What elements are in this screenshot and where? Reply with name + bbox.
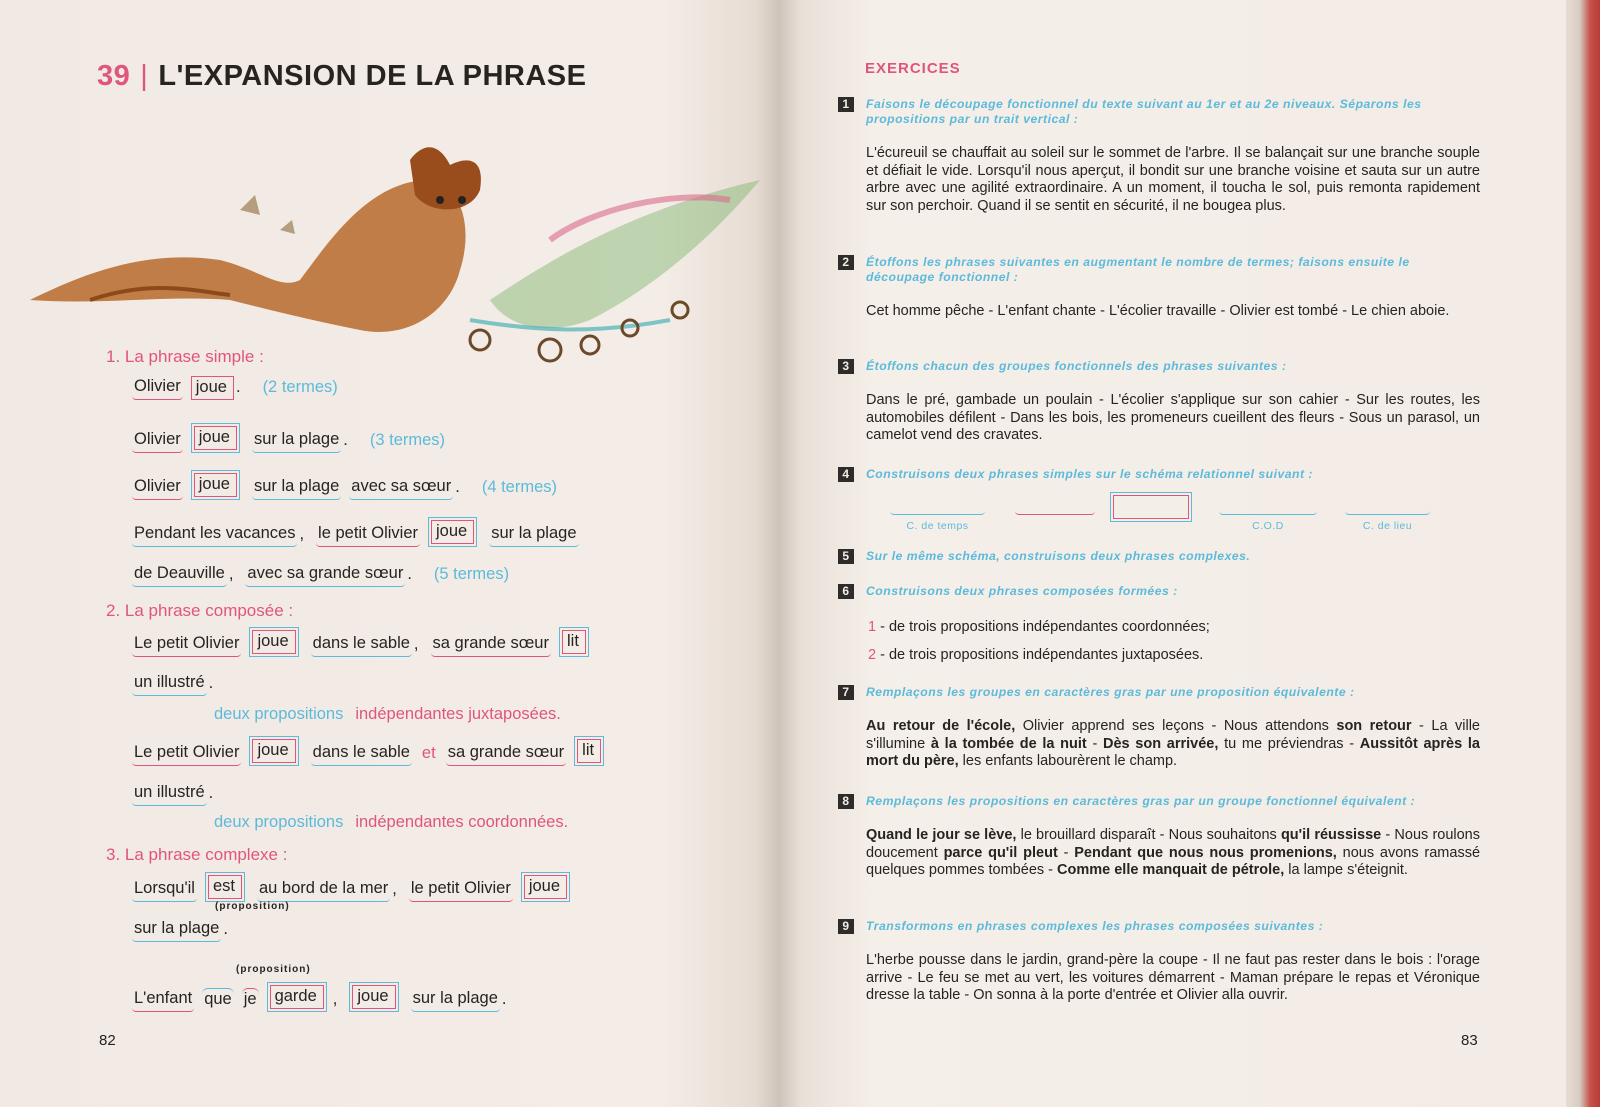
exercise-6 xyxy=(838,584,1480,669)
exercise-text xyxy=(866,145,1480,215)
term-count-note: (4 termes) xyxy=(481,478,558,496)
bold-phrase: à la tombée de la nuit xyxy=(930,735,1087,752)
exercise-number-badge: 9 xyxy=(838,919,854,934)
place-complement-slot xyxy=(1345,506,1430,515)
example-line xyxy=(132,736,616,766)
punctuation: . xyxy=(455,478,460,496)
exercise-number-badge: 2 xyxy=(838,255,854,270)
complement-group: sur la plage xyxy=(252,477,341,500)
instruction-text: Sur le même schéma, construisons deux phrases complexes. xyxy=(866,549,1251,563)
section-heading-complex: 3. La phrase complexe : xyxy=(106,845,288,864)
bold-phrase: Au retour de l'école, xyxy=(866,718,1016,734)
complement-group: de Deauville xyxy=(132,564,227,587)
example-line xyxy=(132,423,455,453)
text-segment: - xyxy=(1057,844,1075,861)
item-text: - de trois propositions indépendantes coordonnées; xyxy=(876,619,1210,635)
text-segment: - xyxy=(1086,735,1103,752)
proposition-label: (proposition) xyxy=(215,901,290,912)
complement-group: au bord de la mer xyxy=(257,879,390,902)
verb-text: est xyxy=(208,875,242,899)
exercise-9 xyxy=(838,919,1480,1005)
exercise-number-badge: 1 xyxy=(838,97,854,112)
item-number: 1 xyxy=(868,619,877,635)
term-count-note: (3 termes) xyxy=(369,431,446,449)
example-line xyxy=(132,627,601,657)
subject-group: L'enfant xyxy=(132,989,194,1012)
bold-phrase: Quand le jour se lève, xyxy=(866,827,1017,843)
chapter-title xyxy=(97,60,586,93)
verb-text: garde xyxy=(270,985,324,1009)
verb-slot-inner xyxy=(1113,495,1189,519)
exercise-instruction xyxy=(838,549,1480,564)
subject-pronoun: je xyxy=(242,988,259,1012)
subject-group: sa grande sœur xyxy=(431,634,551,657)
verb-text: joue xyxy=(194,473,237,497)
exercise-4 xyxy=(838,467,1480,540)
exercise-number-badge: 8 xyxy=(838,794,854,809)
exercise-3 xyxy=(838,359,1480,445)
punctuation: . xyxy=(223,920,228,938)
verb-box xyxy=(428,517,477,547)
verb-box xyxy=(191,470,240,500)
complement-group: avec sa sœur xyxy=(349,477,453,500)
verb-text: joue xyxy=(252,739,295,763)
subject-group: Olivier xyxy=(132,377,183,400)
subject-group: le petit Olivier xyxy=(316,524,420,547)
punctuation: . xyxy=(343,431,348,449)
exercise-number-badge: 4 xyxy=(838,467,854,482)
bold-phrase: parce qu'il pleut xyxy=(943,844,1058,861)
verb-box xyxy=(205,872,245,902)
text-segment: nous avons ramassé quelques pommes tombées - xyxy=(866,844,1481,878)
exercise-number-badge: 3 xyxy=(838,359,854,374)
item-text: - de trois propositions indépendantes juxtaposées. xyxy=(876,647,1204,663)
exercise-text xyxy=(866,718,1480,771)
exercise-instruction xyxy=(838,97,1480,127)
chapter-title-text: L'EXPANSION DE LA PHRASE xyxy=(158,60,587,92)
verb-box xyxy=(559,627,589,657)
exercise-text xyxy=(866,392,1480,445)
example-line xyxy=(132,872,582,902)
punctuation: , xyxy=(228,565,234,583)
exercise-instruction xyxy=(838,794,1480,809)
example-line xyxy=(132,783,225,806)
relative-pronoun: que xyxy=(202,988,234,1012)
cod-slot xyxy=(1219,506,1317,515)
text-segment: Olivier apprend ses leçons - Nous attendons xyxy=(1015,718,1337,734)
complement-group: Lorsqu'il xyxy=(132,879,197,902)
bold-phrase: son retour xyxy=(1336,718,1412,734)
text-segment: Dans le pré, gambade un poulain - L'écolier s'applique sur son cahier - Sur les routes, les automobiles défilent - Dans les bois, les promeneurs cueillent des fleurs - Sous un parasol, un camelot vend des cravates. xyxy=(866,392,1480,443)
left-page xyxy=(0,0,778,1107)
punctuation: , xyxy=(392,880,397,898)
bold-phrase: Comme elle manquait de pétrole, xyxy=(1057,862,1285,878)
exercise-instruction xyxy=(838,584,1480,599)
instruction-text: Faisons le découpage fonctionnel du texte suivant au 1er et au 2e niveaux. Séparons les propositions par un trait vertical : xyxy=(866,97,1422,126)
bold-phrase: Dès son arrivée, xyxy=(1103,735,1219,752)
example-line xyxy=(132,517,587,547)
verb-text: lit xyxy=(562,630,586,654)
instruction-text: Transformons en phrases complexes les phrases composées suivantes : xyxy=(866,919,1324,933)
blue-text: deux propositions xyxy=(214,705,344,723)
exercise-text xyxy=(866,303,1480,321)
verb-box xyxy=(521,872,570,902)
complement-group: sur la plage xyxy=(489,524,578,547)
text-segment: les enfants labourèrent le champ. xyxy=(958,753,1178,769)
instruction-text: Remplaçons les groupes en caractères gras par une proposition équivalente : xyxy=(866,685,1355,699)
subject-group: Olivier xyxy=(132,477,183,500)
instruction-text: Construisons deux phrases simples sur le schéma relationnel suivant : xyxy=(866,467,1313,481)
exercise-instruction xyxy=(838,685,1480,700)
subject-group: sa grande sœur xyxy=(446,743,566,766)
exercises-heading: EXERCICES xyxy=(865,60,961,77)
blue-text: deux propositions xyxy=(214,813,344,831)
verb-text: joue xyxy=(252,630,295,654)
instruction-text: Construisons deux phrases composées formées : xyxy=(866,584,1178,598)
exercise-text xyxy=(866,952,1480,1005)
page-number: 82 xyxy=(99,1032,116,1049)
complement-group: sur la plage xyxy=(411,989,500,1012)
exercise-2 xyxy=(838,255,1480,321)
punctuation: . xyxy=(501,990,507,1008)
example-line xyxy=(132,564,519,587)
text-segment: la lampe s'éteignit. xyxy=(1284,862,1408,878)
punctuation: . xyxy=(208,674,214,692)
example-line xyxy=(212,705,571,727)
complement-group: dans le sable xyxy=(311,634,412,657)
punctuation: , xyxy=(413,635,419,653)
exercise-instruction xyxy=(838,359,1480,374)
verb-box xyxy=(574,736,604,766)
term-count-note: (2 termes) xyxy=(262,378,338,396)
example-line xyxy=(132,982,518,1012)
verb-text: joue xyxy=(352,985,395,1009)
bold-phrase: qu'il réussisse xyxy=(1280,827,1382,843)
chapter-number: 39 xyxy=(97,60,131,92)
exercise-number-badge: 7 xyxy=(838,685,854,700)
exercise-number-badge: 6 xyxy=(838,584,854,599)
text-segment: - La ville s'illumine xyxy=(866,718,1480,752)
text-segment: L'herbe pousse dans le jardin, grand-père la coupe - Il ne faut pas rester dans le bois : l'orage arrive - Le feu se met au vert, les voitures démarrent - Maman prépare le repas et Véronique dresse la table - On sonna à la porte d'entrée et Olivier alla ouvrir. xyxy=(866,952,1480,1003)
complement-group: dans le sable xyxy=(311,743,412,766)
punctuation: . xyxy=(407,565,412,583)
bold-phrase: Pendant que nous nous promenions, xyxy=(1074,844,1337,861)
exercise-instruction xyxy=(838,919,1480,934)
exercise-5 xyxy=(838,549,1480,564)
red-text: et xyxy=(421,744,436,762)
complement-group: Pendant les vacances xyxy=(132,524,297,547)
text-segment: L'écureuil se chauffait au soleil sur le sommet de l'arbre. Il se balançait sur une branche souple et défiait le vide. Lorsqu'il nous aperçut, il bondit sur une branche voisine et sauta sur un autre arbre avec une agilité extraordinaire. A un moment, il toucha le sol, puis remonta rapidement sur son perchoir. Quand il se sentit en sécurité, il ne bougea plus. xyxy=(866,145,1480,214)
exercise-items xyxy=(838,613,1480,669)
complement-group: sur la plage xyxy=(132,919,221,942)
punctuation: . xyxy=(208,784,214,802)
subject-group: Olivier xyxy=(132,430,183,453)
example-line xyxy=(132,673,225,696)
complement-group: un illustré xyxy=(132,783,207,806)
verb-text: joue xyxy=(194,426,237,450)
complement-group: sur la plage xyxy=(252,430,341,453)
punctuation: . xyxy=(235,378,241,396)
subject-group: Le petit Olivier xyxy=(132,743,241,766)
instruction-text: Étoffons les phrases suivantes en augmentant le nombre de termes; faisons ensuite le découpage fonctionnel : xyxy=(866,255,1410,284)
exercise-1 xyxy=(838,97,1480,215)
text-segment: le brouillard disparaît - Nous souhaitons xyxy=(1016,827,1281,843)
section-heading-compound: 2. La phrase composée : xyxy=(106,601,294,620)
exercise-7 xyxy=(838,685,1480,771)
verb-box xyxy=(349,982,398,1012)
text-segment: tu me préviendras - xyxy=(1218,735,1360,752)
bold-phrase: Aussitôt après la mort du père, xyxy=(866,735,1480,769)
verb-slot-box xyxy=(1110,492,1192,522)
example-line xyxy=(132,919,240,942)
verb-box xyxy=(249,736,298,766)
exercise-number-badge: 5 xyxy=(838,549,854,564)
relational-schema xyxy=(838,492,1480,540)
subject-group: Le petit Olivier xyxy=(132,634,241,657)
schema-label: C. de lieu xyxy=(1362,520,1413,532)
list-item xyxy=(868,613,1480,641)
book-edge xyxy=(1566,0,1600,1107)
verb-text: joue xyxy=(431,520,474,544)
example-line xyxy=(132,376,348,400)
term-count-note: (5 termes) xyxy=(433,565,510,583)
instruction-text: Remplaçons les propositions en caractères gras par un groupe fonctionnel équivalent : xyxy=(866,794,1416,808)
proposition-label: (proposition) xyxy=(236,964,311,975)
example-line xyxy=(212,813,578,835)
instruction-text: Étoffons chacun des groupes fonctionnels des phrases suivantes : xyxy=(866,359,1287,373)
text-segment: - Nous roulons doucement xyxy=(866,827,1480,861)
item-number: 2 xyxy=(868,647,877,663)
verb-text: joue xyxy=(524,875,567,899)
squirrel-illustration xyxy=(30,120,770,370)
complement-group: avec sa grande sœur xyxy=(245,564,405,587)
schema-label: C. de temps xyxy=(906,520,969,532)
red-text: indépendantes coordonnées. xyxy=(355,813,569,831)
subject-group: le petit Olivier xyxy=(409,879,513,902)
verb-text: lit xyxy=(577,739,601,763)
page-number: 83 xyxy=(1461,1032,1478,1049)
red-text: indépendantes juxtaposées. xyxy=(355,705,561,723)
example-line xyxy=(132,470,567,500)
list-item xyxy=(868,641,1480,669)
verb-box xyxy=(249,627,298,657)
exercise-instruction xyxy=(838,467,1480,482)
exercise-8 xyxy=(838,794,1480,880)
complement-group: un illustré xyxy=(132,673,207,696)
title-divider: | xyxy=(140,60,149,92)
verb-box xyxy=(267,982,327,1012)
verb-box: joue xyxy=(191,376,234,400)
subject-slot xyxy=(1015,506,1095,515)
punctuation: , xyxy=(332,990,338,1008)
exercise-instruction xyxy=(838,255,1480,285)
section-heading-simple: 1. La phrase simple : xyxy=(106,347,264,366)
text-segment: Cet homme pêche - L'enfant chante - L'écolier travaille - Olivier est tombé - Le chien aboie. xyxy=(866,303,1450,319)
time-complement-slot xyxy=(890,506,985,515)
verb-box xyxy=(191,423,240,453)
punctuation: , xyxy=(299,525,305,543)
exercise-text xyxy=(866,827,1480,880)
schema-label: C.O.D xyxy=(1252,520,1284,532)
